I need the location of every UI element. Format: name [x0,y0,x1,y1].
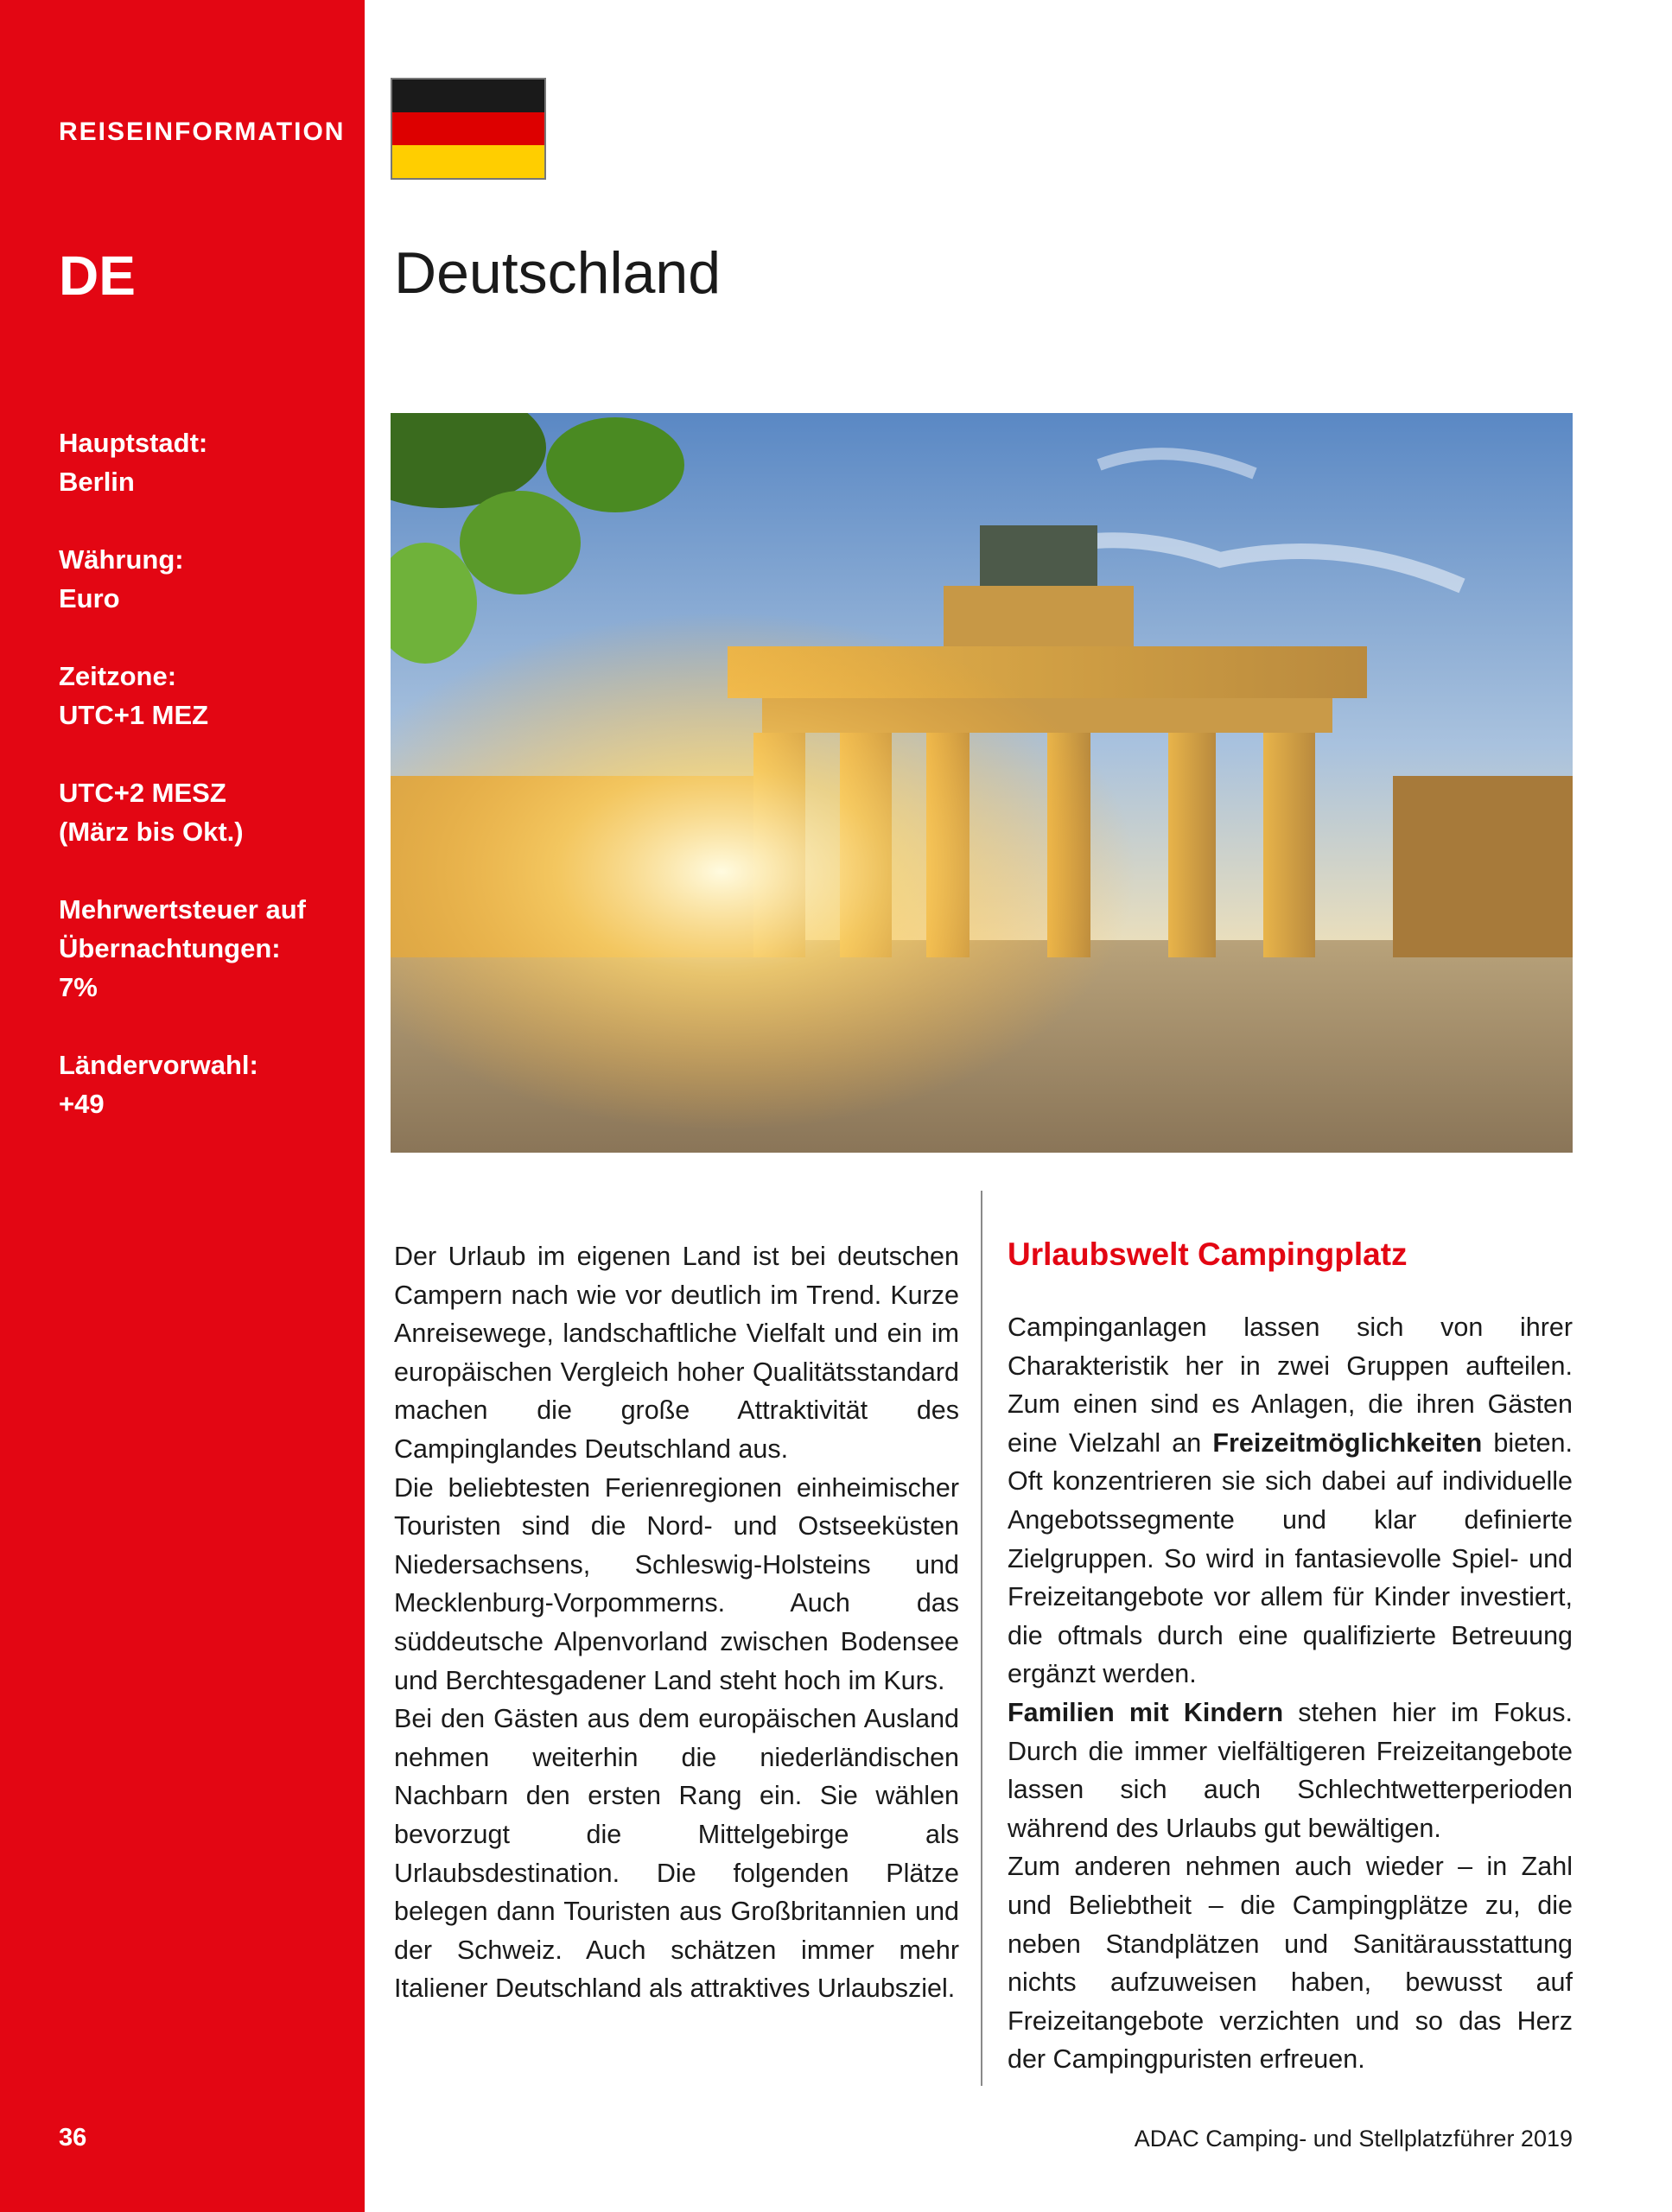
paragraph: Bei den Gästen aus dem europäischen Ausland nehmen weiterhin die niederländischen Nachbarn den ersten Rang ein. Sie wählen bevorzugt die Mittelgebirge als Urlaubsdestination. Die folgenden Plätze belegen dann Touristen aus Großbritannien und der Schweiz. Auch schätzen immer mehr Italiener Deutschland als attraktives Urlaubsziel. [394,1704,959,2004]
fact-vat [59,890,353,1007]
fact-label: Zeitzone: [59,661,177,691]
fact-label: Mehrwertsteuer auf Übernachtungen: [59,894,306,963]
fact-value: (März bis Okt.) [59,817,244,847]
fact-label: Währung: [59,544,184,575]
paragraph: Der Urlaub im eigenen Land ist bei deutschen Campern nach wie vor deutlich im Trend. Kurze Anreisewege, landschaftliche Vielfalt und ein im europäischen Vergleich hoher Qualitätsstandard machen die große Attraktivität des Campinglandes Deutschland aus. [394,1242,959,1464]
fact-timezone [59,657,353,734]
intro-column [394,1237,959,2008]
column-divider [981,1191,982,2086]
fact-value: 7% [59,972,98,1002]
fact-list [59,423,353,1162]
fact-label: Hauptstadt: [59,428,208,458]
fact-dial-code [59,1046,353,1123]
brandenburg-gate-photo [391,413,1573,1153]
text-run: bieten. Oft konzentrieren sie sich dabei auf individuelle Angebotssegmente und klar definierte Zielgruppen. So wird in fantasievolle Spiel- und Freizeitangebote vor allem für Kinder investiert, die oftmals durch eine qualifizierte Betreuung ergänzt werden. [1008,1427,1573,1689]
fact-value: Berlin [59,467,135,497]
camping-column [1008,1236,1573,2079]
fact-value: UTC+1 MEZ [59,700,209,730]
fact-label: UTC+2 MESZ [59,778,226,808]
paragraph [1008,1308,1573,1694]
flag-stripe-gold [392,145,544,178]
fact-currency [59,540,353,618]
footer-publication: ADAC Camping- und Stellplatzführer 2019 [1134,2126,1573,2152]
text-run: stehen hier im Fokus. Durch die immer vielfältigeren Freizeitangebote lassen sich auch Schlechtwetterperioden während des Urlaubs gut bewältigen. [1008,1697,1573,1843]
page-number: 36 [59,2124,87,2152]
flag-stripe-black [392,79,544,112]
section-heading: Urlaubswelt Campingplatz [1008,1236,1408,1272]
paragraph: Zum anderen nehmen auch wieder – in Zahl und Beliebtheit – die Campingplätze zu, die neben Standplätzen und Sanitärausstattung nichts aufzuweisen haben, bewusst auf Freizeitangebote verzichten und so das Herz der Campingpuristen erfreuen. [1008,1852,1573,2075]
sidebar [0,0,365,2212]
country-code: DE [59,245,136,307]
bold-text: Familien mit Kindern [1008,1697,1284,1727]
bold-text: Freizeitmöglichkeiten [1212,1427,1483,1458]
germany-flag-icon [391,78,546,180]
page-title: Deutschland [394,240,722,306]
fact-capital [59,423,353,501]
flag-stripe-red [392,112,544,145]
fact-label: Ländervorwahl: [59,1050,258,1080]
paragraph [1008,1694,1573,1847]
fact-value: +49 [59,1089,105,1119]
text-run: Campinganlagen lassen sich von ihrer Charakteristik her in zwei Gruppen aufteilen. Zum einen sind es Anlagen, die ihren Gästen eine Vielzahl an [1008,1313,1573,1458]
fact-value: Euro [59,583,120,613]
paragraph: Die beliebtesten Ferienregionen einheimischer Touristen sind die Nord- und Ostseeküsten Niedersachsens, Schleswig-Holsteins und Mecklenburg-Vorpommerns. Auch das süddeutsche Alpenvorland zwischen Bodensee und Berchtesgadener Land steht hoch im Kurs. [394,1472,959,1695]
section-label: REISEINFORMATION [59,118,346,146]
fact-summer-time [59,773,353,851]
